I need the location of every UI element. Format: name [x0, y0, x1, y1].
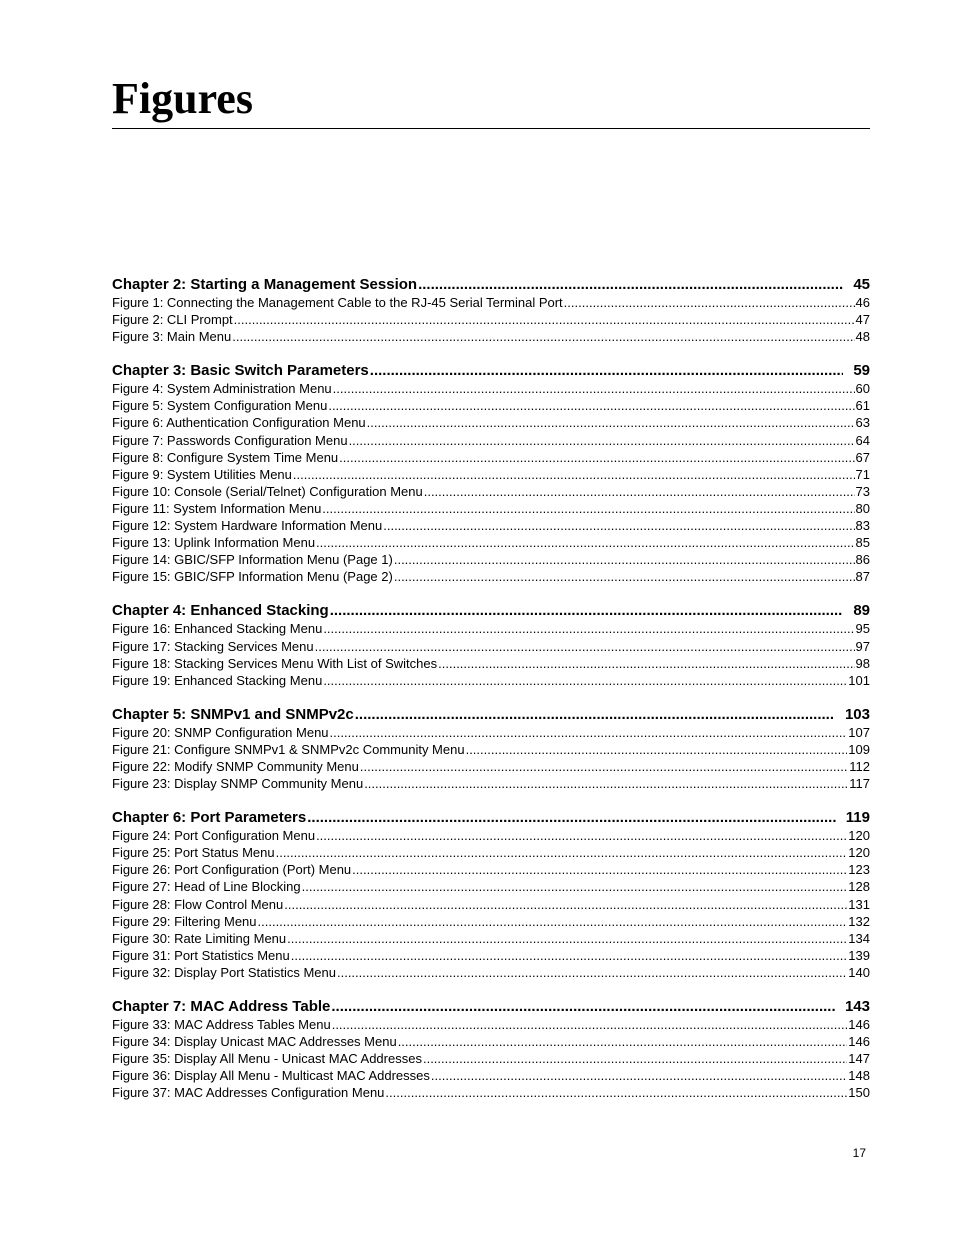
figure-title: Figure 4: System Administration Menu	[112, 381, 332, 397]
chapter-page-number: 103	[844, 705, 870, 723]
figure-title: Figure 13: Uplink Information Menu	[112, 535, 316, 551]
figure-entry[interactable]	[112, 896, 870, 913]
figure-page-number: 47	[855, 312, 870, 328]
chapter-title: Chapter 5: SNMPv1 and SNMPv2c	[112, 705, 354, 723]
figure-page-number: 146	[848, 1017, 870, 1032]
table-of-figures	[112, 275, 870, 1117]
figure-entry[interactable]	[112, 534, 870, 551]
figure-page-number: 120	[848, 845, 870, 861]
figure-title: Figure 29: Filtering Menu	[112, 913, 257, 929]
dot-leader	[328, 397, 854, 414]
figure-page-number: 61	[855, 398, 870, 414]
figure-title: Figure 20: SNMP Configuration Menu	[112, 724, 329, 740]
figure-title: Figure 28: Flow Control Menu	[112, 896, 284, 912]
figure-page-number: 109	[848, 741, 870, 757]
chapter-page-number: 89	[853, 602, 870, 620]
figure-entry[interactable]	[112, 1033, 870, 1050]
figure-entry[interactable]	[112, 620, 870, 637]
dot-leader	[431, 1067, 847, 1084]
figure-page-number: 146	[848, 1034, 870, 1050]
figure-entry[interactable]	[112, 638, 870, 655]
figure-title: Figure 24: Port Configuration Menu	[112, 828, 316, 844]
dot-leader	[287, 930, 847, 947]
dot-leader	[234, 311, 855, 328]
figure-page-number: 147	[848, 1051, 870, 1067]
chapter-page-number: 45	[853, 276, 870, 293]
figure-title: Figure 27: Head of Line Blocking	[112, 879, 301, 895]
figure-title: Figure 34: Display Unicast MAC Addresses Menu	[112, 1034, 397, 1050]
figure-entry[interactable]	[112, 294, 870, 311]
figure-title: Figure 30: Rate Limiting Menu	[112, 930, 287, 946]
dot-leader	[302, 878, 848, 895]
figure-page-number: 131	[848, 896, 870, 912]
chapter-page-number: 59	[853, 362, 870, 380]
chapter-title: Chapter 6: Port Parameters	[112, 809, 307, 827]
figure-page-number: 85	[855, 535, 870, 551]
dot-leader	[333, 380, 855, 397]
chapter-entry[interactable]	[112, 808, 870, 827]
dot-leader	[323, 672, 847, 689]
figure-title: Figure 9: System Utilities Menu	[112, 466, 292, 482]
figure-page-number: 67	[855, 449, 870, 465]
dot-leader	[349, 432, 855, 449]
dot-leader	[330, 601, 844, 620]
figure-entry[interactable]	[112, 568, 870, 585]
chapter-section	[112, 997, 870, 1101]
dot-leader	[337, 964, 847, 981]
figure-page-number: 98	[855, 655, 870, 671]
figure-title: Figure 15: GBIC/SFP Information Menu (Page 2)	[112, 569, 393, 585]
figure-title: Figure 3: Main Menu	[112, 329, 232, 345]
dot-leader	[293, 466, 855, 483]
dot-leader	[352, 861, 847, 878]
figure-title: Figure 22: Modify SNMP Community Menu	[112, 758, 359, 774]
page-number: 17	[852, 1146, 866, 1160]
figure-page-number: 117	[849, 776, 870, 792]
figure-page-number: 134	[848, 930, 870, 946]
figure-title: Figure 31: Port Statistics Menu	[112, 947, 290, 963]
figure-title: Figure 6: Authentication Configuration Menu	[112, 415, 366, 431]
figure-title: Figure 7: Passwords Configuration Menu	[112, 432, 348, 448]
title-divider	[112, 128, 870, 129]
figure-page-number: 48	[855, 329, 870, 345]
chapter-title: Chapter 4: Enhanced Stacking	[112, 602, 329, 620]
figure-page-number: 60	[855, 381, 870, 397]
figure-title: Figure 36: Display All Menu - Multicast MAC Addresses	[112, 1068, 430, 1084]
figure-entry[interactable]	[112, 483, 870, 500]
chapter-title: Chapter 3: Basic Switch Parameters	[112, 362, 369, 380]
figure-title: Figure 21: Configure SNMPv1 & SNMPv2c Community Menu	[112, 741, 465, 757]
dot-leader	[385, 1084, 847, 1101]
figure-entry[interactable]	[112, 328, 870, 345]
figure-entry[interactable]	[112, 449, 870, 466]
dot-leader	[258, 913, 848, 930]
dot-leader	[418, 275, 843, 294]
figure-page-number: 132	[848, 913, 870, 929]
dot-leader	[423, 1050, 847, 1067]
figure-title: Figure 5: System Configuration Menu	[112, 398, 328, 414]
figure-entry[interactable]	[112, 672, 870, 689]
figure-title: Figure 32: Display Port Statistics Menu	[112, 964, 336, 980]
dot-leader	[367, 414, 855, 431]
figure-entry[interactable]	[112, 432, 870, 449]
dot-leader	[383, 517, 854, 534]
figure-page-number: 139	[848, 947, 870, 963]
chapter-page-number: 119	[845, 809, 870, 827]
dot-leader	[438, 655, 854, 672]
figure-entry[interactable]	[112, 655, 870, 672]
dot-leader	[339, 449, 854, 466]
figure-title: Figure 14: GBIC/SFP Information Menu (Page 1)	[112, 552, 393, 568]
figure-entry[interactable]	[112, 758, 870, 775]
figure-title: Figure 12: System Hardware Information Menu	[112, 518, 383, 534]
figure-entry[interactable]	[112, 397, 870, 414]
dot-leader	[332, 1016, 848, 1033]
figure-entry[interactable]	[112, 414, 870, 431]
figure-page-number: 46	[855, 295, 870, 310]
figure-title: Figure 26: Port Configuration (Port) Menu	[112, 862, 352, 878]
figure-page-number: 73	[855, 483, 870, 499]
dot-leader	[564, 294, 855, 311]
dot-leader	[316, 534, 854, 551]
figure-entry[interactable]	[112, 724, 870, 741]
figure-page-number: 140	[848, 964, 870, 980]
figure-entry[interactable]	[112, 913, 870, 930]
figure-title: Figure 37: MAC Addresses Configuration Menu	[112, 1085, 385, 1101]
figure-entry[interactable]	[112, 964, 870, 981]
figure-entry[interactable]	[112, 844, 870, 861]
figure-entry[interactable]	[112, 775, 870, 792]
dot-leader	[232, 328, 854, 345]
chapter-section	[112, 275, 870, 345]
figure-page-number: 107	[848, 724, 870, 740]
chapter-page-number: 143	[844, 998, 870, 1015]
dot-leader	[323, 620, 854, 637]
figure-title: Figure 1: Connecting the Management Cable to the RJ-45 Serial Terminal Port	[112, 295, 563, 310]
figure-entry[interactable]	[112, 741, 870, 758]
figure-entry[interactable]	[112, 861, 870, 878]
chapter-section	[112, 705, 870, 792]
dot-leader	[424, 483, 855, 500]
figure-page-number: 95	[855, 621, 870, 637]
figure-title: Figure 19: Enhanced Stacking Menu	[112, 672, 323, 688]
dot-leader	[331, 997, 835, 1016]
figure-entry[interactable]	[112, 930, 870, 947]
chapter-title: Chapter 2: Starting a Management Session	[112, 276, 418, 293]
dot-leader	[322, 500, 854, 517]
figure-page-number: 112	[849, 758, 870, 774]
chapter-entry[interactable]	[112, 997, 870, 1016]
figure-title: Figure 10: Console (Serial/Telnet) Configuration Menu	[112, 483, 423, 499]
chapter-title: Chapter 7: MAC Address Table	[112, 998, 331, 1015]
dot-leader	[316, 827, 847, 844]
dot-leader	[360, 758, 848, 775]
chapter-entry[interactable]	[112, 275, 870, 294]
figure-title: Figure 25: Port Status Menu	[112, 845, 275, 861]
figure-page-number: 148	[848, 1068, 870, 1084]
chapter-entry[interactable]	[112, 705, 870, 724]
figure-page-number: 101	[848, 672, 870, 688]
figure-page-number: 150	[848, 1085, 870, 1101]
chapter-section	[112, 601, 870, 688]
dot-leader	[398, 1033, 848, 1050]
figure-entry[interactable]	[112, 1084, 870, 1101]
figure-entry[interactable]	[112, 517, 870, 534]
dot-leader	[394, 568, 855, 585]
dot-leader	[307, 808, 836, 827]
figure-page-number: 63	[855, 415, 870, 431]
figure-title: Figure 17: Stacking Services Menu	[112, 638, 314, 654]
figure-page-number: 123	[848, 862, 870, 878]
dot-leader	[355, 705, 835, 724]
figure-page-number: 86	[855, 552, 870, 568]
figure-title: Figure 8: Configure System Time Menu	[112, 449, 339, 465]
chapter-section	[112, 808, 870, 981]
dot-leader	[364, 775, 848, 792]
dot-leader	[394, 551, 855, 568]
figure-title: Figure 16: Enhanced Stacking Menu	[112, 621, 323, 637]
figure-page-number: 80	[855, 500, 870, 516]
figure-entry[interactable]	[112, 311, 870, 328]
dot-leader	[330, 724, 848, 741]
chapter-entry[interactable]	[112, 601, 870, 620]
figure-entry[interactable]	[112, 551, 870, 568]
figure-title: Figure 18: Stacking Services Menu With List of Switches	[112, 655, 438, 671]
dot-leader	[284, 896, 847, 913]
dot-leader	[276, 844, 848, 861]
figure-entry[interactable]	[112, 1016, 870, 1033]
figure-page-number: 120	[848, 828, 870, 844]
figure-title: Figure 11: System Information Menu	[112, 500, 322, 516]
figure-entry[interactable]	[112, 380, 870, 397]
dot-leader	[315, 638, 855, 655]
figure-entry[interactable]	[112, 827, 870, 844]
figure-title: Figure 35: Display All Menu - Unicast MAC Addresses	[112, 1051, 422, 1067]
figure-entry[interactable]	[112, 500, 870, 517]
dot-leader	[466, 741, 848, 758]
page-title: Figures	[112, 74, 253, 123]
figure-entry[interactable]	[112, 947, 870, 964]
figure-entry[interactable]	[112, 1050, 870, 1067]
chapter-section	[112, 361, 870, 585]
figure-entry[interactable]	[112, 466, 870, 483]
figure-page-number: 71	[855, 466, 870, 482]
figure-entry[interactable]	[112, 1067, 870, 1084]
figure-page-number: 87	[855, 569, 870, 585]
figure-page-number: 64	[855, 432, 870, 448]
figure-title: Figure 33: MAC Address Tables Menu	[112, 1017, 331, 1032]
figure-title: Figure 23: Display SNMP Community Menu	[112, 776, 364, 792]
figure-entry[interactable]	[112, 878, 870, 895]
dot-leader	[370, 361, 844, 380]
chapter-entry[interactable]	[112, 361, 870, 380]
figure-title: Figure 2: CLI Prompt	[112, 312, 233, 328]
dot-leader	[291, 947, 848, 964]
figure-page-number: 128	[848, 879, 870, 895]
figure-page-number: 97	[855, 638, 870, 654]
figure-page-number: 83	[855, 518, 870, 534]
